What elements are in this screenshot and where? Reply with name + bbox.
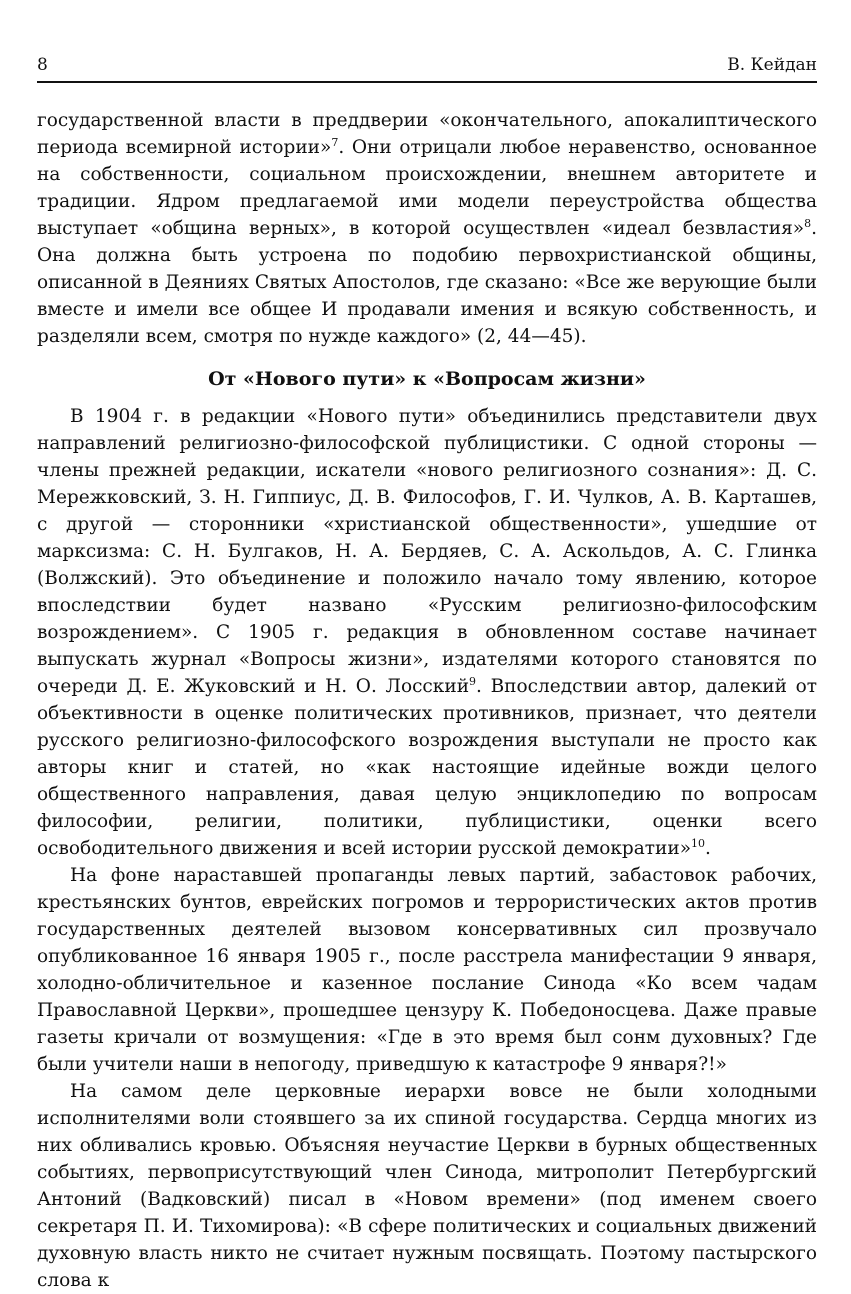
footnote-ref-8: 8 [804, 216, 812, 230]
footnote-ref-10: 10 [691, 836, 706, 850]
page-number: 8 [37, 55, 48, 75]
paragraph-1-text-2: . Впоследствии автор, далекий от объективности в оценке политических противников, признает, что деятели русского религиозно-философского возрождения выступали не просто как авторы книг и статей, но «как настоящие идейные вожди целого общественного направления, давая целую энциклопедию по вопросам философии, религии, политики, публицистики, оценки всего освободительного движения и всей истории русской демократии» [37, 676, 817, 859]
paragraph-1 [37, 403, 817, 862]
paragraph-1-text-1: В 1904 г. в редакции «Нового пути» объединились представители двух направлений религиозно-философской публицистики. С одной стороны — члены прежней редакции, искатели «нового религиозного сознания»: Д. С. Мережковский, З. Н. Гиппиус, Д. В. Философов, Г. И. Чулков, А. В. Карташев, с другой — сторонники «христианской общественности», ушедшие от марксизма: С. Н. Булгаков, Н. А. Бердяев, С. А. Аскольдов, А. С. Глинка (Волжский). Это объединение и положило начало тому явлению, которое впоследствии будет названо «Русским религиозно-философским возрождением». С 1905 г. редакция в обновленном составе начинает выпускать журнал «Вопросы жизни», издателями которого становятся по очереди Д. Е. Жуковский и Н. О. Лосский [37, 406, 817, 697]
intro-text-2: . Они отрицали любое неравенство, основанное на собственности, социальном происхождении, внешнем авторитете и традиции. Ядром предлагаемой ими модели переустройства общества выступает «община верных», в которой осуществлен «идеал безвластия» [37, 137, 817, 239]
section-title: От «Нового пути» к «Вопросам жизни» [208, 368, 646, 390]
footnote-ref-9: 9 [469, 674, 477, 688]
intro-paragraph [37, 107, 817, 350]
paragraph-3: На самом деле церковные иерархи вовсе не были холодными исполнителями воли стоявшего за их спиной государства. Сердца многих из них обливались кровью. Объясняя неучастие Церкви в бурных общественных событиях, первоприсутствующий член Синода, митрополит Петербургский Антоний (Вадковский) писал в «Новом времени» (под именем своего секретаря П. И. Тихомирова): «В сфере политических и социальных движений духовную власть никто не считает нужным посвящать. Поэтому пастырского слова к [37, 1081, 817, 1291]
running-header [37, 54, 817, 78]
paragraph-1-text-3: . [705, 838, 711, 859]
footnote-ref-7: 7 [331, 135, 339, 149]
document-page [37, 54, 817, 1294]
header-rule [37, 81, 817, 83]
intro-text-3: . Она должна быть устроена по подобию первохристианской общины, описанной в Деяниях Святых Апостолов, где сказано: «Все же верующие были вместе и имели все общее И продавали имения и всякую собственность, и разделяли всем, смотря по нужде каждого» (2, 44—45). [37, 218, 817, 347]
running-author: В. Кейдан [727, 55, 817, 75]
intro-text-1: государственной власти в преддверии «окончательного, апокалиптического периода всемирной истории» [37, 110, 817, 158]
paragraph-2: На фоне нараставшей пропаганды левых партий, забастовок рабочих, крестьянских бунтов, еврейских погромов и террористических актов против государственных деятелей вызовом консервативных сил прозвучало опубликованное 16 января 1905 г., после расстрела манифестации 9 января, холодно-обличительное и казенное послание Синода «Ко всем чадам Православной Церкви», прошедшее цензуру К. Победоносцева. Даже правые газеты кричали от возмущения: «Где в это время был сонм духовных? Где были учители наши в непогоду, приведшую к катастрофе 9 января?!» [37, 865, 817, 1075]
